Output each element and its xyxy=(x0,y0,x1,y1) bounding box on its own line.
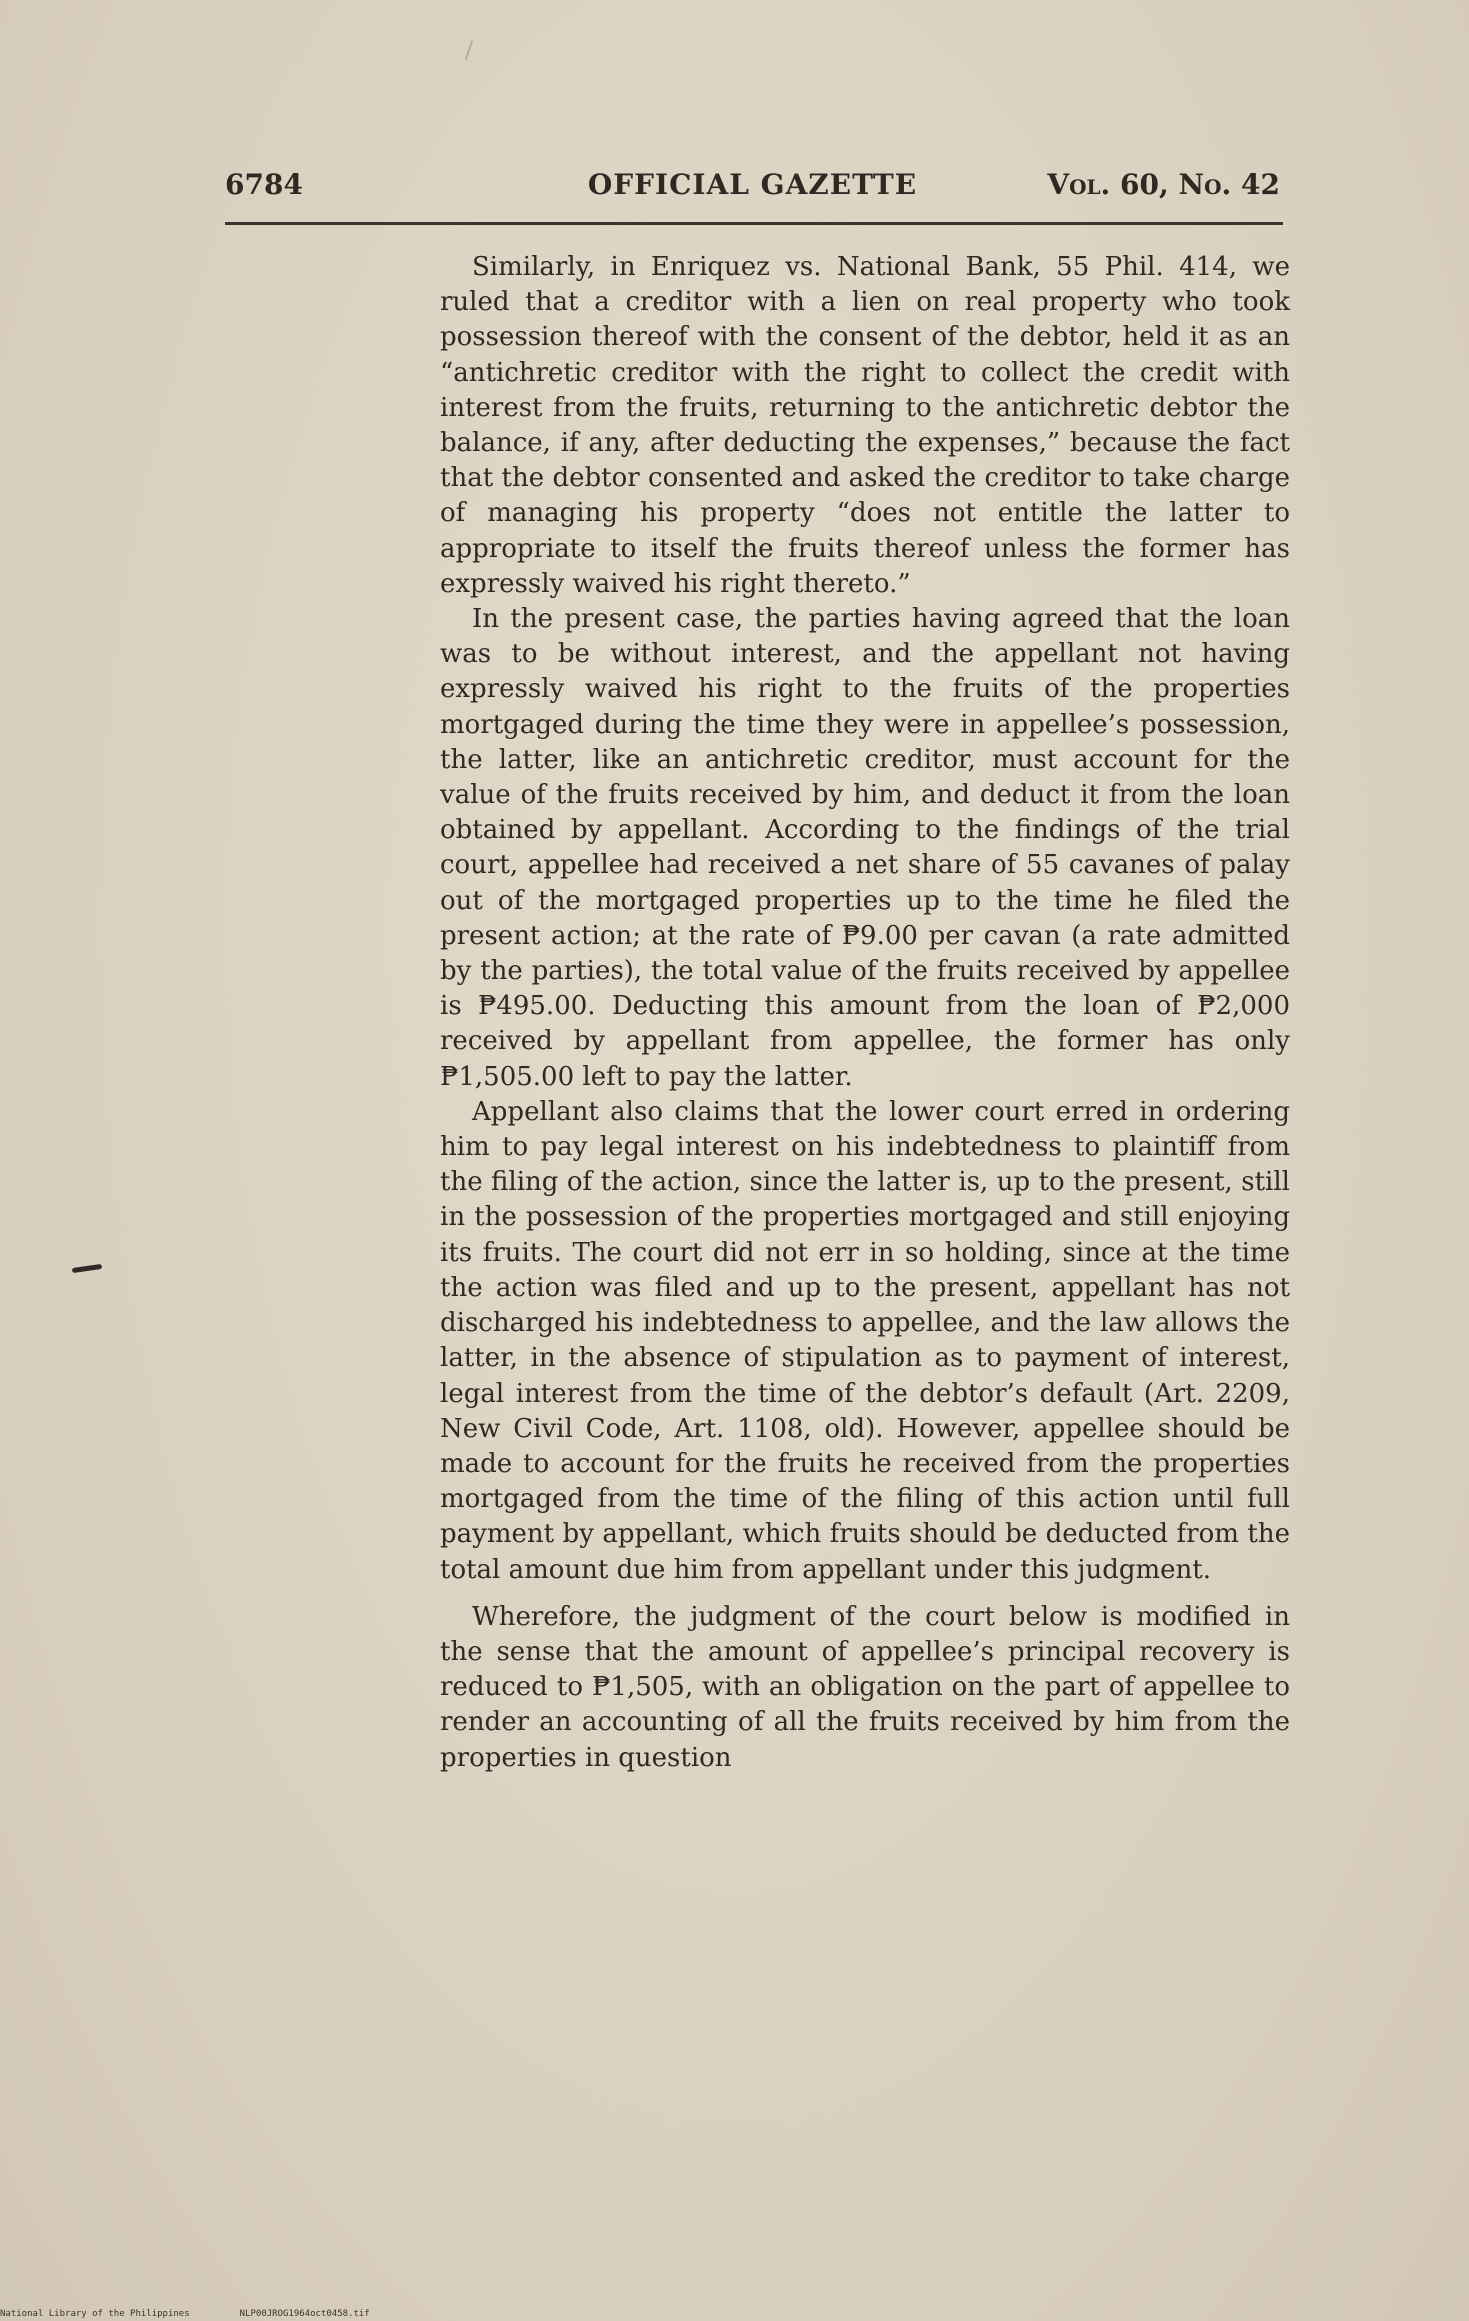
footer-source: National Library of the Philippines xyxy=(0,2309,190,2319)
paragraph-enriquez: Similarly, in Enriquez vs. National Bank, 55 Phil. 414, we ruled that a creditor with a lien on real property who took possession thereof with the consent of the debtor, held it as an “antichretic creditor with the right to collect the credit with interest from the fruits, returning to the antichretic debtor the balance, if any, after deducting the expenses,” because the fact that the debtor consented and asked the creditor to take charge of managing his property “does not entitle the latter to appropriate to itself the fruits thereof unless the former has expressly waived his right thereto.” xyxy=(440,252,1290,599)
volume-number: Vol. 60, No. 42 xyxy=(1047,168,1280,201)
paragraph-appellant-claims: Appellant also claims that the lower court erred in ordering him to pay legal interest on his indebtedness to plaintiff from the filing of the action, since the latter is, up to the present, still in the possession of the properties mortgaged and still enjoying its fruits. The court did not err in so holding, since at the time the action was filed and up to the present, appellant has not discharged his indebtedness to appellee, and the law allows the latter, in the absence of stipulation as to payment of interest, legal interest from the time of the debtor’s default (Art. 2209, New Civil Code, Art. 1108, old). However, appellee should be made to account for the fruits he received from the properties mortgaged from the time of the filing of this action until full payment by appellant, which fruits should be deducted from the total amount due him from appellant under this judgment. xyxy=(440,1096,1290,1585)
paragraph-wherefore: Wherefore, the judgment of the court below is modified in the sense that the amount of appellee’s principal recovery is reduced to ₱1,505, with an obligation on the part of appellee to render an accounting of all the fruits received by him from the properties in question xyxy=(440,1601,1290,1773)
paragraph-present-case: In the present case, the parties having agreed that the loan was to be without interest, and the appellant not having expressly waived his right to the fruits of the properties mortgaged during the time they were in appellee’s possession, the latter, like an antichretic creditor, must account for the value of the fruits received by him, and deduct it from the loan obtained by appellant. According to the findings of the trial court, appellee had received a net share of 55 cavanes of palay out of the mortgaged properties up to the time he filed the present action; at the rate of ₱9.00 per cavan (a rate admitted by the parties), the total value of the fruits received by appellee is ₱495.00. Deducting this amount from the loan of ₱2,000 received by appellant from appellee, the former has only ₱1,505.00 left to pay the latter. xyxy=(440,604,1290,1092)
article-body xyxy=(440,250,1290,1776)
scan-mark xyxy=(465,40,474,59)
margin-ink-mark xyxy=(72,1264,102,1273)
footer-filename: NLP00JROG1964oct0458.tif xyxy=(239,2309,370,2319)
header-rule xyxy=(225,222,1283,225)
page-header xyxy=(225,168,1280,208)
publication-title: OFFICIAL GAZETTE xyxy=(587,168,918,201)
page-number: 6784 xyxy=(225,168,303,201)
scan-footer xyxy=(0,2309,370,2319)
